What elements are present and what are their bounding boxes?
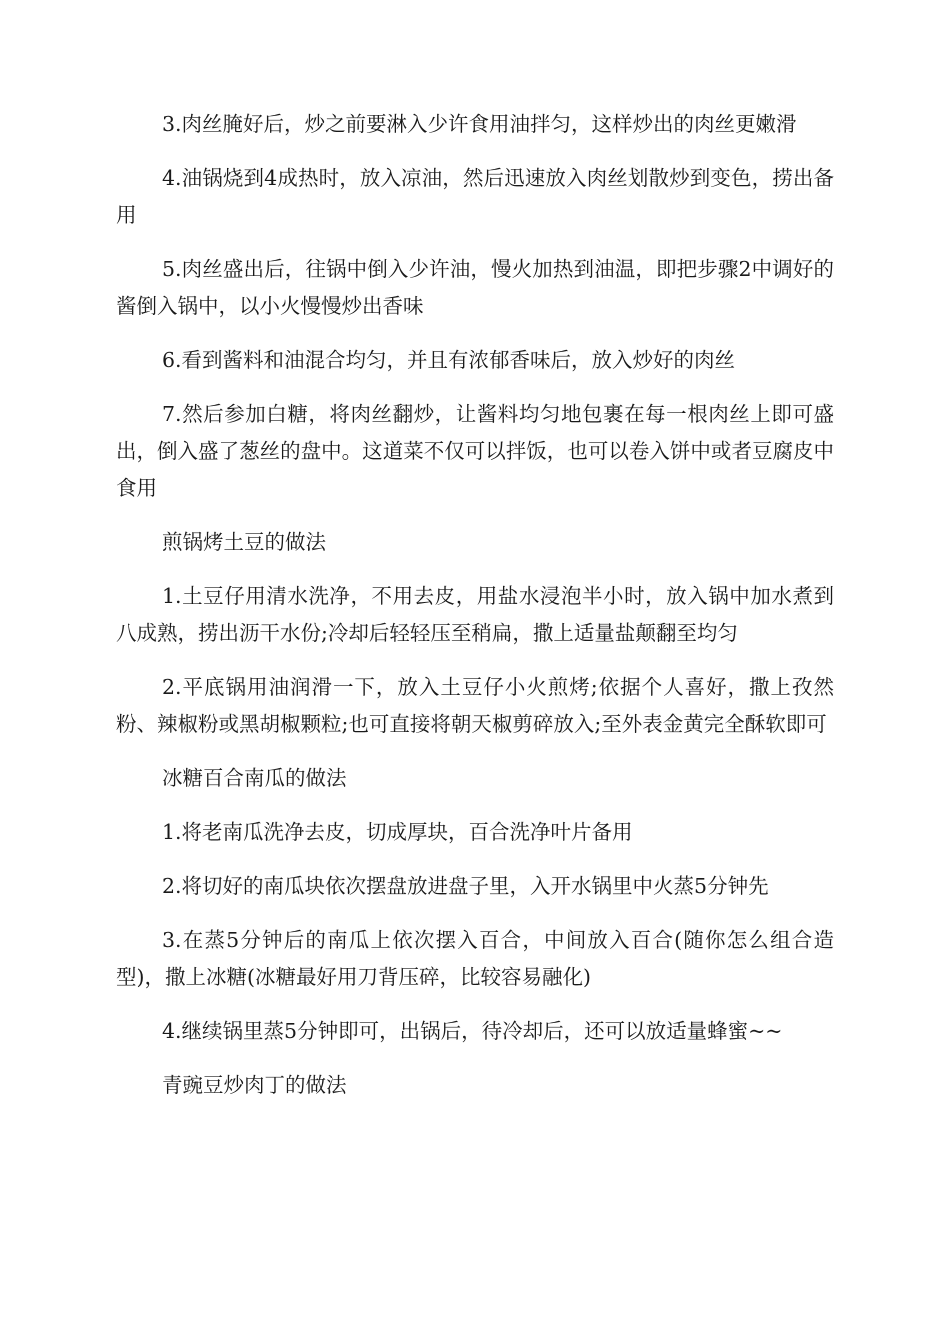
paragraph-step-5-sauce: 5.肉丝盛出后，往锅中倒入少许油，慢火加热到油温，即把步骤2中调好的酱倒入锅中，以小火慢慢炒出香味 xyxy=(116,257,834,318)
paragraph-potato-step-2: 2.平底锅用油润滑一下，放入土豆仔小火煎烤;依据个人喜好，撒上孜然粉、辣椒粉或黑胡椒颗粒;也可直接将朝天椒剪碎放入;至外表金黄完全酥软即可 xyxy=(116,675,834,736)
paragraph-pumpkin-step-1: 1.将老南瓜洗净去皮，切成厚块，百合洗净叶片备用 xyxy=(162,820,633,844)
paragraph-pumpkin-step-3: 3.在蒸5分钟后的南瓜上依次摆入百合，中间放入百合(随你怎么组合造型)，撒上冰糖(冰糖最好用刀背压碎，比较容易融化) xyxy=(116,928,834,989)
paragraph-step-6-mix: 6.看到酱料和油混合均匀，并且有浓郁香味后，放入炒好的肉丝 xyxy=(162,348,736,372)
paragraph-potato-step-1: 1.土豆仔用清水洗净，不用去皮，用盐水浸泡半小时，放入锅中加水煮到八成熟，捞出沥干水份;冷却后轻轻压至稍扁，撒上适量盐颠翻至均匀 xyxy=(116,584,834,645)
section-heading-pumpkin: 冰糖百合南瓜的做法 xyxy=(162,766,347,790)
section-heading-peas: 青豌豆炒肉丁的做法 xyxy=(162,1073,347,1097)
paragraph-pumpkin-step-2: 2.将切好的南瓜块依次摆盘放进盘子里，入开水锅里中火蒸5分钟先 xyxy=(162,874,769,898)
section-heading-potato: 煎锅烤土豆的做法 xyxy=(162,530,326,554)
paragraph-step-7-serve: 7.然后参加白糖，将肉丝翻炒，让酱料均匀地包裹在每一根肉丝上即可盛出，倒入盛了葱丝的盘中。这道菜不仅可以拌饭，也可以卷入饼中或者豆腐皮中食用 xyxy=(116,402,834,500)
paragraph-step-3-marinate: 3.肉丝腌好后，炒之前要淋入少许食用油拌匀，这样炒出的肉丝更嫩滑 xyxy=(162,112,797,136)
document-body xyxy=(116,106,834,1121)
paragraph-step-4-fry: 4.油锅烧到4成热时，放入凉油，然后迅速放入肉丝划散炒到变色，捞出备用 xyxy=(116,166,834,227)
paragraph-pumpkin-step-4: 4.继续锅里蒸5分钟即可，出锅后，待冷却后，还可以放适量蜂蜜~~ xyxy=(162,1019,783,1043)
